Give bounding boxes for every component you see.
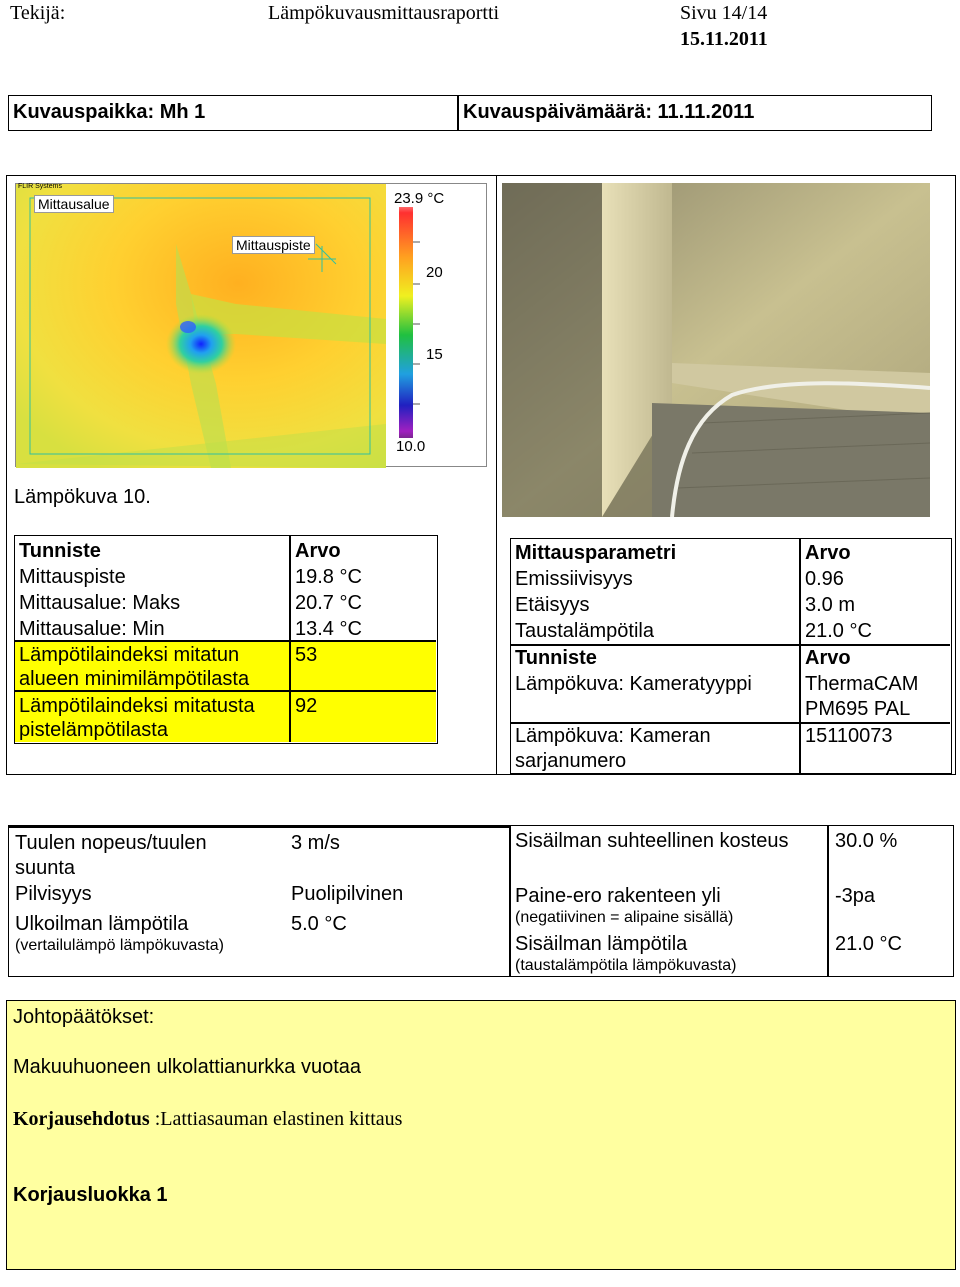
row-value: 20.7 °C — [295, 592, 362, 614]
conclusions-heading: Johtopäätökset: — [13, 1006, 155, 1028]
index-label: Lämpötilaindeksi mitatusta — [19, 695, 255, 717]
row-label: Mittausalue: Maks — [19, 592, 181, 614]
serial-label-2: sarjanumero — [515, 750, 627, 772]
fix-label: Korjausehdotus — [13, 1108, 150, 1130]
index-label: Lämpötilaindeksi mitatun — [19, 644, 240, 666]
cloud-label: Pilvisyys — [15, 883, 92, 905]
pressure-label: Paine-ero rakenteen yli — [515, 885, 721, 907]
thermal-image-graphic — [16, 184, 488, 468]
serial-value: 15110073 — [805, 725, 893, 747]
outdoor-value: 5.0 °C — [291, 913, 347, 935]
index-label: pistelämpötilasta — [19, 719, 168, 741]
camera-type-value: ThermaCAM — [805, 673, 919, 695]
left-header-arvo: Arvo — [295, 540, 341, 562]
indoor-value: 21.0 °C — [835, 933, 902, 955]
right-header-arvo: Arvo — [805, 542, 851, 564]
index-value: 53 — [295, 644, 318, 666]
param-value: 0.96 — [805, 568, 844, 590]
wind-label: Tuulen nopeus/tuulen — [15, 832, 207, 854]
conclusions-box — [6, 1000, 956, 1270]
row-label: Mittausalue: Min — [19, 618, 165, 640]
wind-value: 3 m/s — [291, 832, 340, 854]
row-label: Mittauspiste — [19, 566, 126, 588]
scale-tick-20: 20 — [426, 264, 443, 281]
row-value: 13.4 °C — [295, 618, 362, 640]
param-value: 21.0 °C — [805, 620, 872, 642]
conditions-box — [8, 825, 954, 977]
flir-logo: FLIR Systems — [18, 183, 62, 190]
param-label: Emissiivisyys — [515, 568, 633, 590]
location: Kuvauspaikka: Mh 1 — [13, 101, 206, 123]
right-header-param: Mittausparametri — [515, 542, 677, 564]
report-date: 15.11.2011 — [680, 28, 768, 50]
image-caption: Lämpökuva 10. — [14, 486, 151, 508]
author-label: Tekijä: — [10, 2, 66, 24]
serial-label: Lämpökuva: Kameran — [515, 725, 711, 747]
right-table — [510, 538, 952, 774]
spot-label: Mittauspiste — [232, 236, 315, 254]
page-number: Sivu 14/14 — [680, 2, 768, 24]
cloud-value: Puolipilvinen — [291, 883, 404, 905]
humidity-label: Sisäilman suhteellinen kosteus — [515, 830, 789, 852]
survey-date: Kuvauspäivämäärä: 11.11.2011 — [463, 101, 755, 123]
param-value: 3.0 m — [805, 594, 856, 616]
fix-text: :Lattiasauman elastinen kittaus — [149, 1108, 403, 1130]
visual-photo-graphic — [502, 183, 930, 517]
report-title: Lämpökuvausmittausraportti — [268, 2, 500, 24]
indoor-label: Sisäilman lämpötila — [515, 933, 688, 955]
indoor-note: (taustalämpötila lämpökuvasta) — [515, 957, 737, 974]
camera-type-label: Lämpökuva: Kameratyyppi — [515, 673, 752, 695]
area-label: Mittausalue — [34, 195, 114, 213]
camera-type-value-2: PM695 PAL — [805, 698, 911, 720]
index-label: alueen minimilämpötilasta — [19, 668, 250, 690]
fix-suggestion — [13, 1106, 402, 1132]
thermal-image — [15, 183, 487, 467]
info-box — [8, 95, 932, 131]
pressure-note: (negatiivinen = alipaine sisällä) — [515, 909, 734, 926]
index-value: 92 — [295, 695, 318, 717]
pressure-value: -3pa — [835, 885, 876, 907]
scale-min: 10.0 — [396, 438, 426, 455]
left-table — [14, 535, 438, 744]
outdoor-note: (vertailulämpö lämpökuvasta) — [15, 937, 224, 954]
right-header2-tunniste: Tunniste — [515, 647, 597, 669]
left-header-tunniste: Tunniste — [19, 540, 101, 562]
wind-label-2: suunta — [15, 857, 76, 879]
outdoor-label: Ulkoilman lämpötila — [15, 913, 189, 935]
row-value: 19.8 °C — [295, 566, 362, 588]
param-label: Taustalämpötila — [515, 620, 654, 642]
scale-tick-15: 15 — [426, 346, 443, 363]
humidity-value: 30.0 % — [835, 830, 898, 852]
repair-class: Korjausluokka 1 — [13, 1184, 168, 1206]
visual-photo — [502, 183, 930, 517]
scale-max: 23.9 °C — [394, 190, 445, 207]
conclusions-text: Makuuhuoneen ulkolattianurkka vuotaa — [13, 1056, 362, 1078]
right-header2-arvo: Arvo — [805, 647, 851, 669]
param-label: Etäisyys — [515, 594, 590, 616]
